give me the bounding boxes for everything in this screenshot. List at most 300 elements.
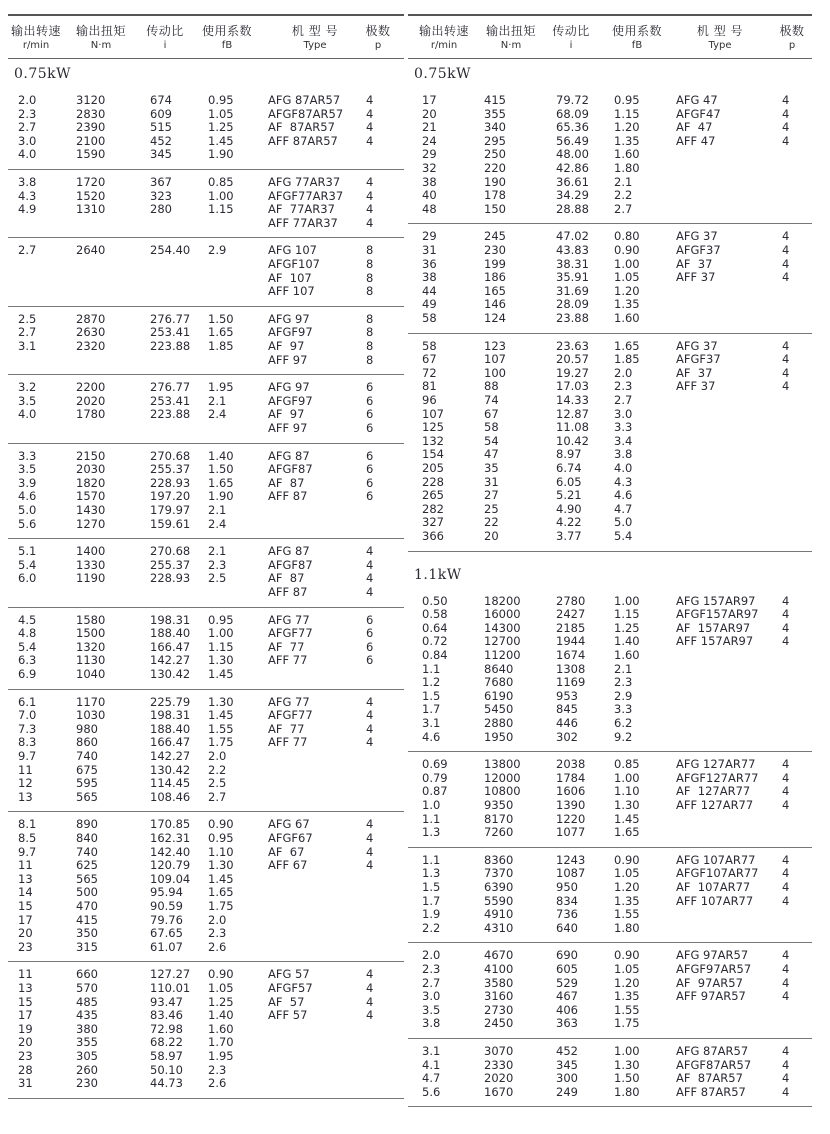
ratio-value: 3.77 bbox=[556, 528, 582, 543]
speed-value: 132 bbox=[422, 433, 444, 448]
ratio-value: 1169 bbox=[556, 675, 586, 690]
ratio-value: 142.40 bbox=[150, 844, 191, 859]
data-group bbox=[408, 1039, 812, 1107]
torque-value: 485 bbox=[76, 994, 98, 1009]
poles-column bbox=[366, 968, 373, 1022]
service-factor-value: 1.40 bbox=[208, 1008, 234, 1023]
speed-column bbox=[18, 176, 36, 217]
torque-value: 4100 bbox=[484, 961, 514, 976]
ratio-value: 253.41 bbox=[150, 325, 191, 340]
ratio-column bbox=[150, 94, 172, 162]
speed-value: 3.8 bbox=[422, 1016, 441, 1031]
torque-value: 190 bbox=[484, 174, 506, 189]
poles-value: 4 bbox=[366, 557, 374, 572]
type-value: AFG 37 bbox=[676, 229, 718, 244]
service-factor-value: 1.30 bbox=[208, 858, 234, 873]
data-group bbox=[408, 224, 812, 333]
poles-value: 4 bbox=[366, 202, 374, 217]
ratio-value: 28.09 bbox=[556, 297, 589, 312]
type-value: AFF 57 bbox=[268, 1008, 308, 1023]
torque-value: 13800 bbox=[484, 757, 521, 772]
poles-value: 4 bbox=[366, 694, 374, 709]
service-factor-column bbox=[614, 340, 640, 544]
service-factor-value: 3.4 bbox=[614, 433, 633, 448]
speed-value: 6.3 bbox=[18, 653, 37, 668]
service-factor-value: 2.4 bbox=[208, 407, 227, 422]
torque-column bbox=[484, 230, 506, 325]
type-value: AF 87AR57 bbox=[676, 1071, 743, 1086]
ratio-value: 197.20 bbox=[150, 489, 191, 504]
ratio-value: 79.72 bbox=[556, 93, 589, 107]
torque-column bbox=[484, 94, 506, 216]
ratio-value: 300 bbox=[556, 1071, 578, 1086]
torque-value: 250 bbox=[484, 147, 506, 162]
ratio-value: 1243 bbox=[556, 852, 586, 867]
torque-value: 2390 bbox=[76, 120, 106, 135]
ratio-value: 834 bbox=[556, 893, 578, 908]
header-torque-unit: N·m bbox=[500, 40, 522, 51]
service-factor-value: 1.30 bbox=[208, 694, 234, 709]
type-value: AFG 87AR57 bbox=[268, 93, 341, 107]
ratio-value: 48.00 bbox=[556, 147, 589, 162]
poles-value: 4 bbox=[366, 584, 374, 599]
poles-value: 4 bbox=[366, 215, 374, 230]
torque-value: 1950 bbox=[484, 729, 514, 744]
type-value: AF 77AR37 bbox=[268, 202, 335, 217]
ratio-value: 162.31 bbox=[150, 830, 191, 845]
type-value: AFF 77 bbox=[268, 653, 308, 668]
torque-value: 2640 bbox=[76, 243, 106, 258]
torque-value: 2830 bbox=[76, 106, 106, 121]
type-value: AF 157AR97 bbox=[676, 620, 751, 635]
service-factor-value: 2.0 bbox=[614, 365, 633, 380]
speed-value: 13 bbox=[18, 789, 33, 804]
ratio-value: 467 bbox=[556, 989, 578, 1004]
speed-value: 1.2 bbox=[422, 675, 441, 690]
poles-value: 6 bbox=[366, 407, 374, 422]
speed-value: 3.5 bbox=[18, 393, 37, 408]
type-value: AFGF77 bbox=[268, 708, 313, 723]
ratio-value: 34.29 bbox=[556, 188, 589, 203]
ratio-value: 605 bbox=[556, 961, 578, 976]
torque-value: 565 bbox=[76, 871, 98, 886]
torque-value: 7260 bbox=[484, 825, 514, 840]
service-factor-value: 1.40 bbox=[614, 634, 640, 649]
speed-value: 265 bbox=[422, 488, 444, 503]
torque-column bbox=[76, 313, 105, 354]
torque-value: 8360 bbox=[484, 852, 514, 867]
poles-value: 4 bbox=[782, 866, 790, 881]
poles-value: 4 bbox=[782, 1071, 790, 1086]
data-group bbox=[8, 375, 404, 443]
type-value: AF 97 bbox=[268, 407, 305, 422]
service-factor-value: 1.75 bbox=[208, 735, 234, 750]
ratio-value: 14.33 bbox=[556, 392, 589, 407]
speed-value: 44 bbox=[422, 283, 437, 298]
ratio-value: 1606 bbox=[556, 784, 586, 799]
service-factor-value: 0.95 bbox=[208, 830, 234, 845]
speed-value: 7.0 bbox=[18, 708, 37, 723]
ratio-value: 1784 bbox=[556, 770, 586, 785]
service-factor-value: 1.00 bbox=[208, 188, 234, 203]
torque-value: 3580 bbox=[484, 975, 514, 990]
type-value: AF 87 bbox=[268, 475, 305, 490]
data-group bbox=[8, 539, 404, 607]
speed-value: 3.1 bbox=[18, 338, 37, 353]
header-service-factor: 使用系数 bbox=[201, 24, 252, 38]
service-factor-value: 2.5 bbox=[208, 571, 227, 586]
header-ratio: 传动比 bbox=[146, 24, 184, 38]
service-factor-value: 3.8 bbox=[614, 447, 633, 462]
ratio-value: 166.47 bbox=[150, 639, 191, 654]
speed-value: 23 bbox=[18, 939, 33, 954]
ratio-value: 58.97 bbox=[150, 1048, 183, 1063]
torque-value: 107 bbox=[484, 352, 506, 367]
speed-value: 9.7 bbox=[18, 844, 37, 859]
service-factor-value: 4.0 bbox=[614, 460, 633, 475]
ratio-value: 515 bbox=[150, 120, 172, 135]
speed-column bbox=[422, 949, 440, 1031]
type-value: AFGF57 bbox=[268, 980, 313, 995]
speed-value: 1.7 bbox=[422, 893, 441, 908]
service-factor-column bbox=[614, 854, 640, 936]
torque-value: 11200 bbox=[484, 647, 521, 662]
torque-value: 1190 bbox=[76, 571, 106, 586]
poles-value: 4 bbox=[366, 175, 374, 189]
torque-value: 25 bbox=[484, 501, 499, 516]
ratio-value: 79.76 bbox=[150, 912, 183, 927]
torque-value: 6190 bbox=[484, 688, 514, 703]
ratio-value: 127.27 bbox=[150, 967, 191, 982]
type-value: AFF 127AR77 bbox=[676, 797, 754, 812]
poles-value: 4 bbox=[782, 593, 790, 608]
type-value: AFF 77AR37 bbox=[268, 215, 338, 230]
ratio-value: 223.88 bbox=[150, 338, 191, 353]
type-value: AFGF87 bbox=[268, 462, 313, 477]
ratio-value: 56.49 bbox=[556, 133, 589, 148]
poles-value: 4 bbox=[782, 784, 790, 799]
torque-value: 1170 bbox=[76, 694, 106, 709]
type-value: AFGF107 bbox=[268, 256, 320, 271]
type-value: AF 87AR57 bbox=[268, 120, 335, 135]
data-group bbox=[408, 334, 812, 552]
poles-value: 4 bbox=[366, 830, 374, 845]
torque-value: 415 bbox=[76, 912, 98, 927]
ratio-value: 276.77 bbox=[150, 380, 191, 395]
torque-value: 5450 bbox=[484, 702, 514, 717]
type-column bbox=[268, 244, 320, 298]
speed-value: 6.0 bbox=[18, 571, 37, 586]
poles-value: 8 bbox=[366, 256, 374, 271]
poles-value: 6 bbox=[366, 612, 374, 627]
service-factor-value: 1.30 bbox=[614, 1057, 640, 1072]
service-factor-value: 1.00 bbox=[208, 626, 234, 641]
service-factor-column bbox=[614, 758, 640, 840]
type-value: AFG 87 bbox=[268, 448, 310, 463]
torque-value: 1330 bbox=[76, 557, 106, 572]
torque-value: 4310 bbox=[484, 920, 514, 935]
service-factor-value: 0.85 bbox=[614, 757, 640, 772]
speed-column bbox=[18, 94, 36, 162]
type-column bbox=[268, 94, 343, 148]
poles-value: 4 bbox=[782, 1043, 790, 1058]
type-value: AFG 107AR77 bbox=[676, 852, 756, 867]
type-value: AFF 107 bbox=[268, 284, 315, 299]
service-factor-column bbox=[614, 1045, 640, 1099]
torque-column bbox=[76, 244, 105, 258]
torque-value: 2330 bbox=[484, 1057, 514, 1072]
ratio-value: 255.37 bbox=[150, 557, 191, 572]
service-factor-value: 0.85 bbox=[208, 175, 234, 189]
data-group bbox=[408, 752, 812, 848]
torque-value: 58 bbox=[484, 420, 499, 435]
type-value: AFG 57 bbox=[268, 967, 310, 982]
ratio-value: 640 bbox=[556, 920, 578, 935]
data-group bbox=[8, 608, 404, 690]
type-value: AFF 87AR57 bbox=[268, 133, 338, 148]
service-factor-value: 4.7 bbox=[614, 501, 633, 516]
type-value: AFF 87AR57 bbox=[676, 1084, 746, 1099]
torque-value: 500 bbox=[76, 885, 98, 900]
torque-value: 1310 bbox=[76, 202, 106, 217]
poles-value: 4 bbox=[782, 93, 790, 107]
torque-value: 1040 bbox=[76, 666, 106, 681]
type-value: AFF 87 bbox=[268, 584, 308, 599]
ratio-column bbox=[150, 818, 190, 954]
ratio-value: 2038 bbox=[556, 757, 586, 772]
torque-value: 1320 bbox=[76, 639, 106, 654]
service-factor-value: 1.55 bbox=[614, 907, 640, 922]
speed-value: 0.64 bbox=[422, 620, 448, 635]
speed-value: 14 bbox=[18, 885, 33, 900]
header-type-unit: Type bbox=[708, 40, 732, 51]
speed-value: 1.3 bbox=[422, 866, 441, 881]
ratio-value: 845 bbox=[556, 702, 578, 717]
speed-value: 6.9 bbox=[18, 666, 37, 681]
torque-value: 165 bbox=[484, 283, 506, 298]
ratio-value: 228.93 bbox=[150, 571, 191, 586]
service-factor-value: 1.50 bbox=[208, 462, 234, 477]
torque-column bbox=[76, 94, 105, 162]
ratio-column bbox=[150, 244, 190, 258]
service-factor-value: 2.3 bbox=[208, 926, 227, 941]
poles-value: 4 bbox=[782, 133, 790, 148]
data-group bbox=[8, 88, 404, 170]
speed-value: 4.0 bbox=[18, 407, 37, 422]
torque-value: 1670 bbox=[484, 1084, 514, 1099]
speed-column bbox=[422, 854, 440, 936]
poles-value: 4 bbox=[782, 948, 790, 963]
speed-value: 3.1 bbox=[422, 715, 441, 730]
service-factor-value: 1.00 bbox=[614, 256, 640, 271]
speed-value: 1.5 bbox=[422, 688, 441, 703]
header-poles-unit: p bbox=[374, 40, 382, 51]
torque-value: 470 bbox=[76, 898, 98, 913]
ratio-value: 4.90 bbox=[556, 501, 582, 516]
type-value: AFF 97 bbox=[268, 420, 308, 435]
type-column bbox=[268, 614, 313, 668]
torque-value: 355 bbox=[484, 106, 506, 121]
ratio-value: 950 bbox=[556, 879, 578, 894]
torque-value: 7680 bbox=[484, 675, 514, 690]
service-factor-value: 1.40 bbox=[208, 448, 234, 463]
service-factor-value: 1.80 bbox=[614, 920, 640, 935]
torque-value: 1130 bbox=[76, 653, 106, 668]
speed-value: 4.3 bbox=[18, 188, 37, 203]
speed-value: 3.0 bbox=[422, 989, 441, 1004]
poles-value: 4 bbox=[366, 106, 374, 121]
speed-value: 32 bbox=[422, 160, 437, 175]
service-factor-value: 1.35 bbox=[614, 989, 640, 1004]
ratio-value: 179.97 bbox=[150, 502, 191, 517]
right-table bbox=[408, 14, 812, 1122]
poles-value: 4 bbox=[782, 106, 790, 121]
speed-column bbox=[18, 244, 36, 258]
speed-value: 12 bbox=[18, 776, 33, 791]
ratio-column bbox=[556, 94, 589, 216]
ratio-value: 1220 bbox=[556, 811, 586, 826]
header-service-factor-unit: fB bbox=[221, 40, 233, 51]
poles-value: 4 bbox=[782, 879, 790, 894]
type-value: AFGF67 bbox=[268, 830, 313, 845]
poles-value: 4 bbox=[366, 994, 374, 1009]
poles-value: 4 bbox=[782, 607, 790, 622]
service-factor-value: 3.3 bbox=[614, 420, 633, 435]
speed-value: 2.7 bbox=[18, 120, 37, 135]
service-factor-value: 2.3 bbox=[208, 1062, 227, 1077]
speed-value: 0.72 bbox=[422, 634, 448, 649]
ratio-value: 5.21 bbox=[556, 488, 582, 503]
data-group bbox=[408, 88, 812, 224]
ratio-value: 10.42 bbox=[556, 433, 589, 448]
poles-column bbox=[366, 313, 373, 367]
ratio-value: 2185 bbox=[556, 620, 586, 635]
torque-value: 18200 bbox=[484, 593, 521, 608]
service-factor-value: 3.3 bbox=[614, 702, 633, 717]
header-torque: 输出扭矩 bbox=[485, 24, 536, 38]
service-factor-value: 2.7 bbox=[614, 392, 633, 407]
service-factor-value: 2.9 bbox=[208, 243, 227, 258]
speed-value: 8.5 bbox=[18, 830, 37, 845]
ratio-value: 35.91 bbox=[556, 270, 589, 285]
speed-value: 4.0 bbox=[18, 147, 37, 162]
speed-value: 3.5 bbox=[422, 1002, 441, 1017]
speed-value: 2.7 bbox=[18, 243, 37, 258]
type-value: AF 97AR57 bbox=[676, 975, 743, 990]
speed-value: 4.7 bbox=[422, 1071, 441, 1086]
torque-value: 1570 bbox=[76, 489, 106, 504]
type-value: AFF 87 bbox=[268, 489, 308, 504]
type-value: AF 37 bbox=[676, 256, 713, 271]
torque-value: 415 bbox=[484, 93, 506, 107]
speed-value: 8.3 bbox=[18, 735, 37, 750]
service-factor-column bbox=[208, 244, 226, 258]
torque-value: 2630 bbox=[76, 325, 106, 340]
torque-value: 12700 bbox=[484, 634, 521, 649]
service-factor-value: 2.1 bbox=[614, 661, 633, 676]
speed-value: 4.9 bbox=[18, 202, 37, 217]
torque-value: 5590 bbox=[484, 893, 514, 908]
poles-value: 4 bbox=[782, 989, 790, 1004]
type-column bbox=[676, 1045, 751, 1099]
torque-column bbox=[484, 595, 521, 745]
service-factor-value: 1.75 bbox=[614, 1016, 640, 1031]
torque-value: 305 bbox=[76, 1048, 98, 1063]
speed-value: 282 bbox=[422, 501, 444, 516]
speed-value: 5.4 bbox=[18, 639, 37, 654]
speed-value: 17 bbox=[18, 912, 33, 927]
speed-value: 17 bbox=[18, 1008, 33, 1023]
header-torque: 输出扭矩 bbox=[75, 24, 126, 38]
speed-value: 11 bbox=[18, 858, 33, 873]
data-group bbox=[8, 812, 404, 962]
poles-column bbox=[366, 614, 373, 668]
speed-value: 5.4 bbox=[18, 557, 37, 572]
type-value: AFGF37 bbox=[676, 352, 721, 367]
poles-value: 6 bbox=[366, 475, 374, 490]
poles-value: 8 bbox=[366, 311, 374, 326]
torque-value: 10800 bbox=[484, 784, 521, 799]
speed-value: 20 bbox=[422, 106, 437, 121]
speed-column bbox=[422, 758, 448, 840]
speed-value: 327 bbox=[422, 515, 444, 530]
service-factor-column bbox=[208, 545, 226, 586]
poles-value: 4 bbox=[782, 120, 790, 135]
poles-value: 4 bbox=[782, 757, 790, 772]
service-factor-value: 1.60 bbox=[614, 147, 640, 162]
speed-column bbox=[18, 696, 36, 805]
type-value: AF 127AR77 bbox=[676, 784, 751, 799]
header-poles: 极数 bbox=[779, 24, 805, 38]
type-column bbox=[676, 340, 721, 394]
torque-column bbox=[76, 450, 105, 532]
poles-value: 6 bbox=[366, 489, 374, 504]
service-factor-value: 2.7 bbox=[208, 789, 227, 804]
poles-value: 4 bbox=[782, 620, 790, 635]
type-value: AFF 37 bbox=[676, 270, 716, 285]
torque-value: 4670 bbox=[484, 948, 514, 963]
poles-column bbox=[366, 450, 373, 504]
service-factor-value: 1.05 bbox=[614, 866, 640, 881]
type-column bbox=[268, 176, 343, 230]
speed-value: 29 bbox=[422, 229, 437, 244]
torque-value: 2730 bbox=[484, 1002, 514, 1017]
torque-value: 16000 bbox=[484, 607, 521, 622]
torque-value: 3160 bbox=[484, 989, 514, 1004]
ratio-value: 529 bbox=[556, 975, 578, 990]
service-factor-value: 1.10 bbox=[208, 844, 234, 859]
service-factor-value: 4.3 bbox=[614, 474, 633, 489]
service-factor-value: 1.15 bbox=[614, 607, 640, 622]
header-type: 机 型 号 bbox=[696, 24, 744, 38]
service-factor-value: 1.65 bbox=[614, 825, 640, 840]
service-factor-value: 1.10 bbox=[614, 784, 640, 799]
type-value: AFGF87 bbox=[268, 557, 313, 572]
poles-value: 8 bbox=[366, 325, 374, 340]
torque-value: 54 bbox=[484, 433, 499, 448]
type-value: AFG 157AR97 bbox=[676, 593, 756, 608]
service-factor-value: 2.1 bbox=[208, 544, 227, 559]
torque-value: 3120 bbox=[76, 93, 106, 107]
type-value: AFF 47 bbox=[676, 133, 716, 148]
torque-value: 1520 bbox=[76, 188, 106, 203]
power-rating: 1.1kW bbox=[414, 566, 462, 583]
speed-value: 1.1 bbox=[422, 852, 441, 867]
speed-value: 20 bbox=[18, 926, 33, 941]
ratio-value: 42.86 bbox=[556, 160, 589, 175]
service-factor-value: 0.95 bbox=[208, 93, 234, 107]
speed-value: 9.7 bbox=[18, 748, 37, 763]
